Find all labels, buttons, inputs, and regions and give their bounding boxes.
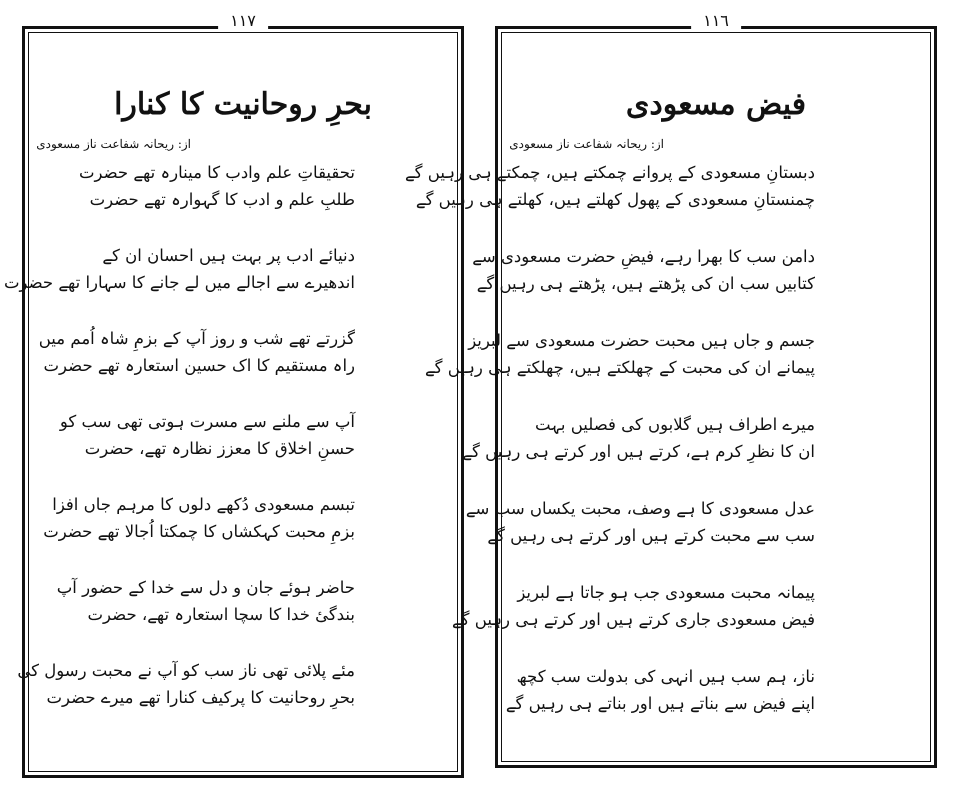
- verse-line: آپ سے ملنے سے مسرت ہوتی تھی سب کو: [59, 412, 355, 431]
- left-poem-author: از: ریحانہ شفاعت ناز مسعودی: [36, 137, 191, 151]
- verse-line: ان کا نظرِ کرم ہے، کرتے ہیں اور کرتے ہی رہیں گے: [462, 442, 815, 461]
- verse-line: میرے اطراف ہیں گلابوں کی فصلیں بہت: [535, 415, 815, 434]
- verse-line: دنیائے ادب پر بہت ہیں احسان ان کے: [102, 246, 355, 265]
- verse-line: دبستانِ مسعودی کے پروانے چمکتے ہیں، چمکتے ہی رہیں گے: [405, 163, 815, 182]
- verse-line: حاضر ہوئے جان و دل سے خدا کے حضور آپ: [56, 578, 355, 597]
- verse-line: چمنستانِ مسعودی کے پھول کھلتے ہیں، کھلتے ہی رہیں گے: [415, 190, 815, 209]
- right-poem-author: از: ریحانہ شفاعت ناز مسعودی: [509, 137, 664, 151]
- verse-line: بزمِ محبت کہکشاں کا چمکتا اُجالا تھے حضرت: [43, 522, 355, 541]
- verse-line: راہ مستقیم کا اک حسین استعارہ تھے حضرت: [43, 356, 355, 375]
- left-poem-title: بحرِ روحانیت کا کنارا: [114, 87, 372, 122]
- right-page-number: ١١٦: [691, 11, 741, 30]
- left-page: [3, 11, 464, 778]
- verse-line: تبسم مسعودی دُکھے دلوں کا مرہم جاں افزا: [52, 495, 355, 514]
- right-page: [405, 11, 937, 768]
- verse-line: پیمانہ محبت مسعودی جب ہو جاتا ہے لبریز: [517, 583, 815, 602]
- verse-line: تحقیقاتِ علم وادب کا مینارہ تھے حضرت: [78, 163, 355, 182]
- verse-line: فیض مسعودی جاری کرتے ہیں اور کرتے ہی رہیں گے: [452, 610, 815, 629]
- verse-line: اپنے فیض سے بناتے ہیں اور بناتے ہی رہیں گے: [505, 694, 815, 713]
- right-poem-title: فیض مسعودی: [625, 87, 807, 122]
- verse-line: گزرتے تھے شب و روز آپ کے بزمِ شاہ اُمم میں: [38, 329, 355, 348]
- left-page-number: ١١٧: [218, 11, 268, 30]
- verse-line: مئے پلائی تھی ناز سب کو آپ نے محبت رسول کی: [17, 661, 355, 680]
- verse-line: سب سے محبت کرتے ہیں اور کرتے ہی رہیں گے: [487, 526, 815, 545]
- verse-line: طلبِ علم و ادب کا گہوارہ تھے حضرت: [89, 190, 355, 209]
- verse-line: دامن سب کا بھرا رہے، فیضِ حضرت مسعودی سے: [472, 247, 815, 266]
- verse-line: پیمانے ان کی محبت کے چھلکتے ہیں، چھلکتے ہی رہیں گے: [424, 358, 815, 377]
- verse-line: جسم و جاں ہیں محبت حضرت مسعودی سے لبریز: [468, 331, 815, 350]
- verse-line: بحرِ روحانیت کا پرکیف کنارا تھے میرے حضرت: [46, 688, 355, 707]
- verse-line: ناز، ہم سب ہیں انہی کی بدولت سب کچھ: [516, 667, 815, 686]
- verse-line: عدل مسعودی کا ہے وصف، محبت یکساں سب سے: [465, 499, 815, 518]
- verse-line: کتابیں سب ان کی پڑھتے ہیں، پڑھتے ہی رہیں گے: [476, 274, 815, 293]
- verse-line: حسنِ اخلاق کا معزز نظارہ تھے، حضرت: [84, 439, 355, 458]
- verse-line: بندگیٔ خدا کا سچا استعارہ تھے، حضرت: [87, 605, 355, 624]
- verse-line: اندھیرے سے اجالے میں لے جانے کا سہارا تھے حضرت: [3, 273, 355, 292]
